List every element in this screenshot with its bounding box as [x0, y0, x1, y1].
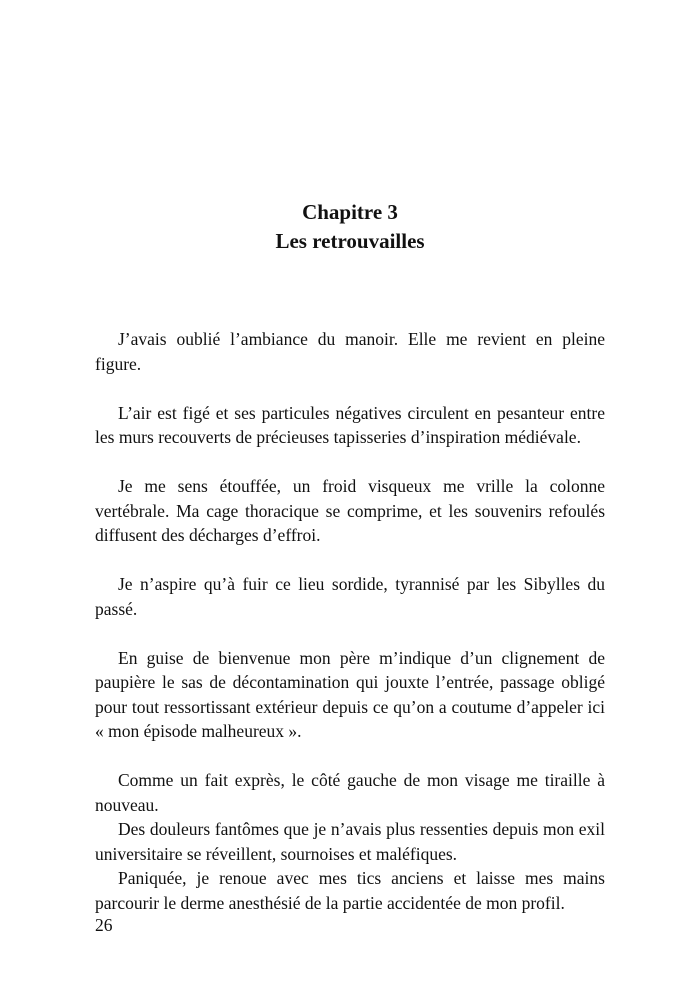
paragraph: Comme un fait exprès, le côté gauche de mon visage me tiraille à nouveau.	[95, 770, 605, 815]
paragraph: En guise de bienvenue mon père m’indique d’un clignement de paupière le sas de décontamination qui jouxte l’entrée, passage obligé pour tout ressortissant extérieur depuis ce qu’on a coutume d’appeler ici « mon épisode malheureux ».	[95, 647, 605, 741]
chapter-number: Chapitre 3	[302, 200, 398, 224]
paragraph: Je n’aspire qu’à fuir ce lieu sordide, tyrannisé par les Sibylles du passé.	[95, 574, 605, 619]
paragraph: Paniquée, je renoue avec mes tics anciens et laisse mes mains parcourir le derme anesthésié de la partie accidentée de mon profil.	[95, 868, 605, 913]
paragraph: Des douleurs fantômes que je n’avais plus ressenties depuis mon exil universitaire se réveillent, sournoises et maléfiques.	[95, 819, 605, 864]
chapter-title: Les retrouvailles	[275, 229, 425, 253]
chapter-body	[95, 327, 605, 915]
page-number: 26	[95, 915, 113, 935]
paragraph: J’avais oublié l’ambiance du manoir. Elle me revient en pleine figure.	[95, 329, 605, 374]
paragraph: Je me sens étouffée, un froid visqueux me vrille la colonne vertébrale. Ma cage thoracique se comprime, et les souvenirs refoulés diffusent des décharges d’effroi.	[95, 476, 605, 545]
chapter-heading	[0, 198, 700, 256]
paragraph: L’air est figé et ses particules négatives circulent en pesanteur entre les murs recouverts de précieuses tapisseries d’inspiration médiévale.	[95, 402, 605, 447]
